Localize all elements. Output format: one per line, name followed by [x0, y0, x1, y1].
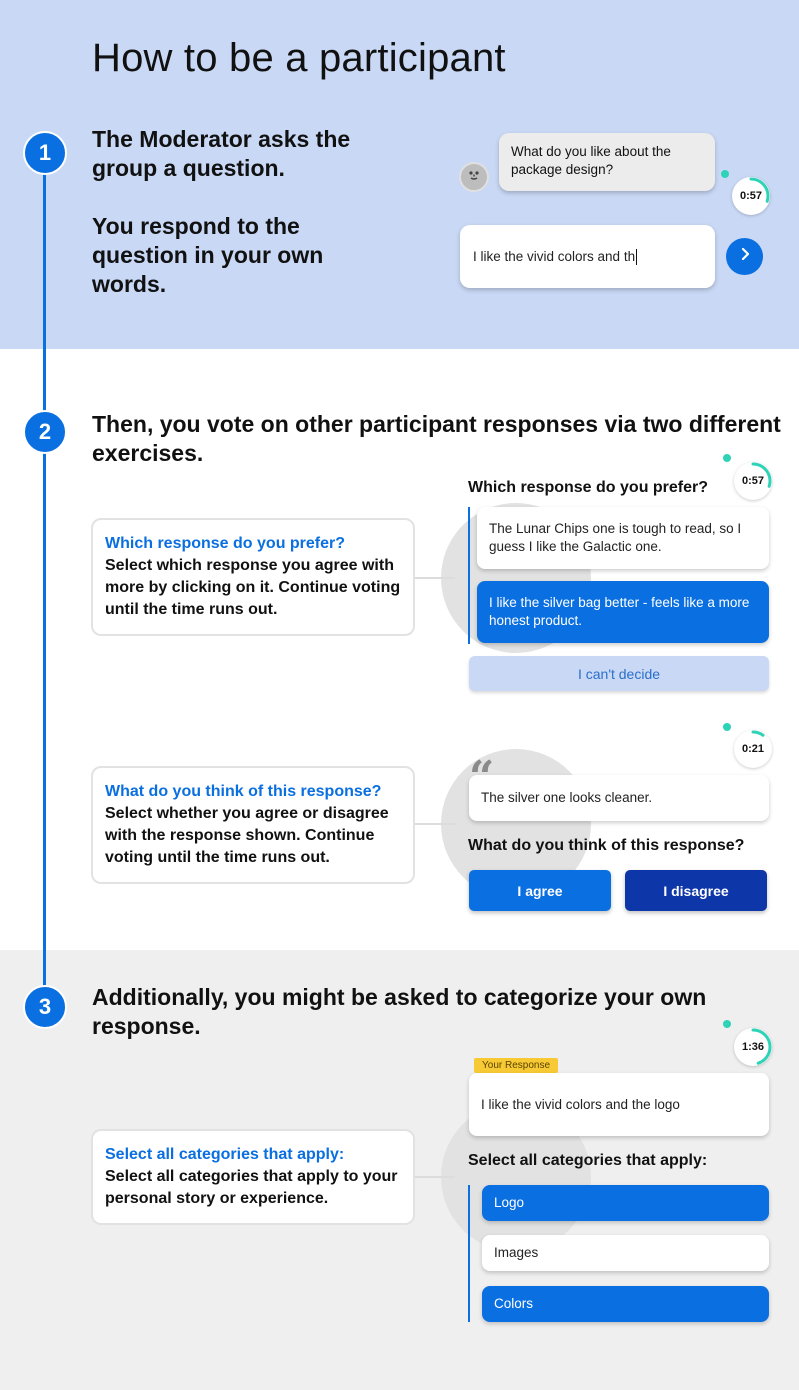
step-1-text-respond: You respond to the question in your own words. [92, 213, 324, 297]
steps-timeline-line [43, 153, 46, 1008]
exercise-agree-description [91, 766, 415, 884]
categories-bar [468, 1185, 470, 1322]
timer-status-dot [723, 723, 731, 731]
connector-line [415, 577, 455, 579]
timer-agree-text: 0:21 [741, 743, 765, 755]
category-option[interactable]: Logo [482, 1185, 769, 1221]
step-3-badge: 3 [23, 985, 67, 1029]
categorize-prompt: Select all categories that apply: [468, 1152, 708, 1169]
your-response-tag: Your Response [474, 1058, 558, 1073]
step-2-badge: 2 [23, 410, 67, 454]
categorize-description [91, 1129, 415, 1225]
prefer-prompt: Which response do you prefer? [468, 479, 709, 496]
categorize-question: Select all categories that apply: [105, 1146, 345, 1163]
connector-line [415, 823, 455, 825]
send-button[interactable] [726, 238, 763, 275]
connector-line [415, 1176, 455, 1178]
timer-prefer [734, 462, 772, 500]
text-caret [636, 249, 637, 265]
timer-agree [734, 730, 772, 768]
timer-categorize [734, 1028, 772, 1066]
moderator-question-bubble: What do you like about the package design? [499, 133, 715, 191]
timer-categorize-text: 1:36 [741, 1041, 765, 1053]
response-option-a[interactable]: The Lunar Chips one is tough to read, so I guess I like the Galactic one. [477, 507, 769, 569]
your-response-card: I like the vivid colors and the logo [469, 1073, 769, 1136]
options-bar [468, 507, 470, 644]
disagree-button[interactable]: I disagree [625, 870, 767, 911]
category-option[interactable]: Colors [482, 1286, 769, 1322]
timer-prefer-text: 0:57 [741, 475, 765, 487]
timer-step1 [732, 177, 770, 215]
agree-prompt: What do you think of this response? [468, 837, 745, 854]
step-1-badge: 1 [23, 131, 67, 175]
timer-status-dot [723, 454, 731, 462]
cant-decide-button[interactable]: I can't decide [469, 656, 769, 691]
step-3-heading: Additionally, you might be asked to categorize your own response. [92, 984, 707, 1039]
moderator-avatar [459, 162, 489, 192]
response-input[interactable] [460, 225, 715, 288]
shown-response: The silver one looks cleaner. [469, 775, 769, 821]
chevron-right-icon [737, 246, 753, 267]
response-option-b[interactable]: I like the silver bag better - feels like a more honest product. [477, 581, 769, 643]
step-1-text-moderator: The Moderator asks the group a question. [92, 126, 351, 181]
timer-status-dot [721, 170, 729, 178]
step-2-heading: Then, you vote on other participant responses via two different exercises. [92, 411, 781, 466]
exercise-prefer-description [91, 518, 415, 636]
timer-step1-text: 0:57 [739, 190, 763, 202]
categorize-text: Select all categories that apply to your personal story or experience. [105, 1168, 398, 1207]
exercise-prefer-question: Which response do you prefer? [105, 535, 346, 552]
category-option[interactable]: Images [482, 1235, 769, 1271]
page-title: How to be a participant [92, 36, 506, 80]
exercise-agree-question: What do you think of this response? [105, 783, 382, 800]
exercise-agree-text: Select whether you agree or disagree with the response shown. Continue voting until the time runs out. [105, 805, 389, 866]
agree-button[interactable]: I agree [469, 870, 611, 911]
timer-status-dot [723, 1020, 731, 1028]
response-input-value: I like the vivid colors and th [473, 248, 636, 264]
exercise-prefer-text: Select which response you agree with more by clicking on it. Continue voting until the time runs out. [105, 557, 401, 618]
robot-face-icon [465, 166, 483, 188]
